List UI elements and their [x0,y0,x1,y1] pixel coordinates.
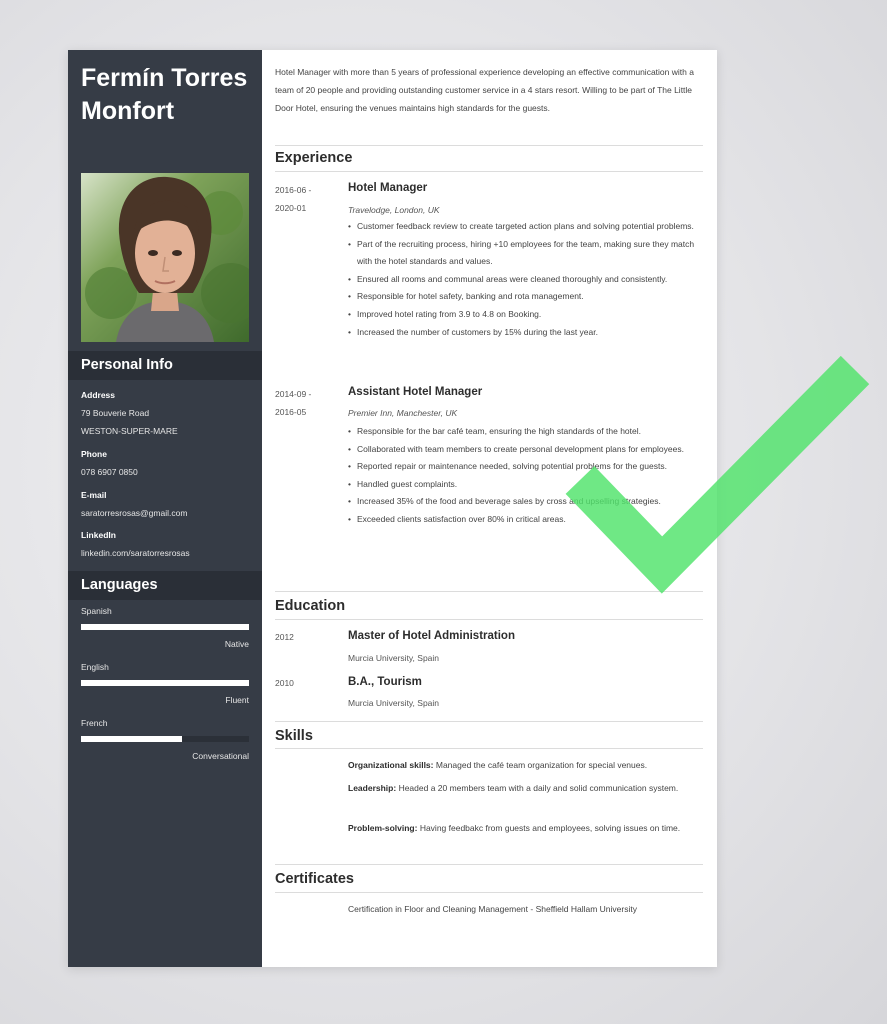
skill-item [348,779,700,797]
education-degree: B.A., Tourism [348,676,422,688]
language-level-fill [81,624,249,630]
divider [275,864,703,865]
divider [275,591,703,592]
job-date-end: 2016-05 [275,407,307,417]
job-date-start: 2014-09 - [275,389,312,399]
job-date-end: 2020-01 [275,203,307,213]
skill-name: Problem-solving: [348,823,418,833]
divider [275,748,703,749]
job-bullet: • Exceeded clients satisfaction over 80% in critical areas. [348,511,698,529]
skills-heading: Skills [275,728,313,744]
job-bullet: • Responsible for hotel safety, banking and rota management. [348,288,698,306]
resume-sidebar [68,50,262,967]
skill-name: Leadership: [348,783,397,793]
job-title: Assistant Hotel Manager [348,386,483,398]
education-school: Murcia University, Spain [348,698,440,708]
job-bullets [348,218,698,341]
job-bullet: • Improved hotel rating from 3.9 to 4.8 on Booking. [348,306,698,324]
job-bullet: • Customer feedback review to create targeted action plans and solving potential problems. [348,218,698,236]
language-name: French [81,718,108,728]
address-line1: 79 Bouverie Road [81,408,150,418]
education-year: 2012 [275,632,294,642]
job-bullet: • Increased 35% of the food and beverage sales by cross and upselling strategies. [348,493,698,511]
language-level-bar [81,680,249,686]
address-label: Address [81,390,116,400]
divider [275,619,703,620]
language-level-fill [81,736,182,742]
education-school: Murcia University, Spain [348,653,440,663]
job-company: Premier Inn, Manchester, UK [348,408,458,418]
language-level-bar [81,624,249,630]
skill-desc: Headed a 20 members team with a daily and solid communication system. [398,783,679,793]
language-level: Native [224,639,249,649]
job-bullet: • Handled guest complaints. [348,476,698,494]
phone-value: 078 6907 0850 [81,467,138,477]
education-year: 2010 [275,678,294,688]
job-bullet: • Part of the recruiting process, hiring +10 employees for the team, making sure they match with the hotel standards and values. [348,236,698,271]
skill-name: Organizational skills: [348,760,434,770]
job-bullet: • Collaborated with team members to create personal development plans for employees. [348,441,698,459]
language-level-bar [81,736,249,742]
candidate-name: Fermín Torres Monfort [81,64,248,125]
skill-desc: Managed the café team organization for special venues. [435,760,648,770]
language-name: English [81,662,109,672]
resume-page [68,50,717,967]
job-bullet: • Ensured all rooms and communal areas were cleaned thoroughly and consistently. [348,271,698,289]
job-bullet: • Increased the number of customers by 15% during the last year. [348,324,698,342]
divider [275,145,703,146]
address-line2: WESTON-SUPER-MARE [81,426,178,436]
resume-main [262,50,717,967]
language-level: Conversational [192,751,249,761]
divider [275,892,703,893]
job-bullet: • Responsible for the bar café team, ensuring the high standards of the hotel. [348,423,698,441]
education-degree: Master of Hotel Administration [348,630,515,642]
education-heading: Education [275,598,346,614]
job-title: Hotel Manager [348,182,428,194]
linkedin-value: linkedin.com/saratorresrosas [81,548,190,558]
job-date-start: 2016-06 - [275,185,312,195]
language-level: Fluent [225,695,249,705]
profile-photo [81,173,249,342]
skill-desc: Having feedbakc from guests and employees, solving issues on time. [419,823,681,833]
certificates-heading: Certificates [275,871,354,887]
divider [275,721,703,722]
summary-text: Hotel Manager with more than 5 years of professional experience developing an effective communication with a team of 20 people and providing outstanding customer service in a 4 stars resort. Willing to be part of The Little Door Hotel, ensuring the venues maintains high standards for the guests. [275,67,694,113]
job-bullets [348,423,698,529]
email-label: E-mail [81,490,107,500]
languages-heading: Languages [68,571,262,600]
personal-info-heading: Personal Info [68,351,262,380]
linkedin-label: LinkedIn [81,530,116,540]
divider [275,171,703,172]
phone-label: Phone [81,449,107,459]
certificate-item: Certification in Floor and Cleaning Management - Sheffield Hallam University [348,904,637,914]
skill-item [348,756,700,774]
experience-heading: Experience [275,150,353,166]
job-bullet: • Reported repair or maintenance needed, solving potential problems for the guests. [348,458,698,476]
email-value: saratorresrosas@gmail.com [81,508,188,518]
skill-item [348,819,700,837]
language-level-fill [81,680,249,686]
job-company: Travelodge, London, UK [348,205,440,215]
language-name: Spanish [81,606,112,616]
